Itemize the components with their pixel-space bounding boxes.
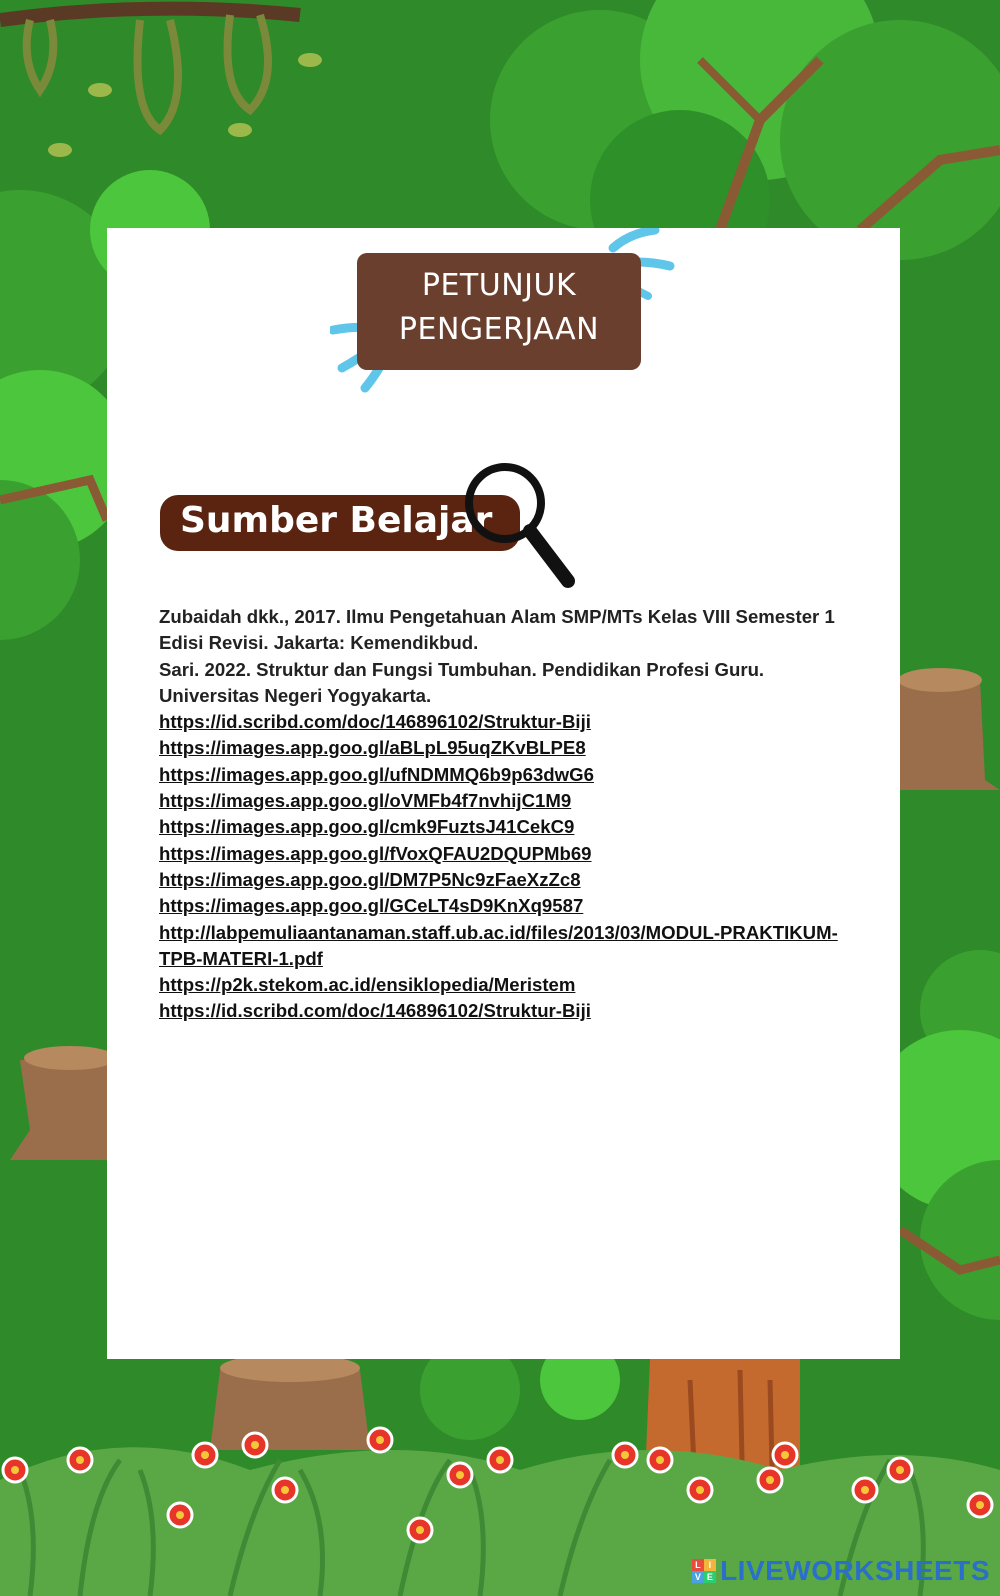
reference-link-1[interactable]: https://id.scribd.com/doc/146896102/Struktur-Biji (159, 711, 591, 733)
page-title-line2: PENGERJAAN (398, 312, 600, 347)
reference-text-1: Zubaidah dkk., 2017. Ilmu Pengetahuan Alam SMP/MTs Kelas VIII Semester 1 Edisi Revisi. Jakarta: Kemendikbud. (159, 606, 835, 654)
reference-list (159, 604, 859, 1025)
page-title-line1: PETUNJUK (421, 268, 577, 303)
liveworksheets-logo[interactable] (692, 1554, 990, 1588)
reference-text-2: Sari. 2022. Struktur dan Fungsi Tumbuhan. Pendidikan Profesi Guru. Universitas Negeri Yogyakarta. (159, 658, 765, 706)
reference-link-6[interactable]: https://images.app.goo.gl/fVoxQFAU2DQUPMb69 (159, 842, 592, 864)
reference-link-2[interactable]: https://images.app.goo.gl/aBLpL95uqZKvBLPE8 (159, 737, 586, 759)
reference-link-4[interactable]: https://images.app.goo.gl/oVMFb4f7nvhijC1M9 (159, 790, 572, 812)
logo-text: LIVEWORKSHEETS (720, 1555, 990, 1586)
logo-badge-icon: L I V E (692, 1559, 716, 1583)
reference-link-3[interactable]: https://images.app.goo.gl/ufNDMMQ6b9p63dwG6 (159, 763, 594, 785)
reference-link-9[interactable]: http://labpemuliaantanaman.staff.ub.ac.id/files/2013/03/MODUL-PRAKTIKUM-TPB-MATERI-1.pdf (159, 921, 838, 969)
section-heading (158, 463, 578, 593)
reference-link-5[interactable]: https://images.app.goo.gl/cmk9FuztsJ41CekC9 (159, 816, 575, 838)
reference-link-7[interactable]: https://images.app.goo.gl/DM7P5Nc9zFaeXzZc8 (159, 868, 581, 890)
title-badge (330, 228, 680, 403)
reference-link-11[interactable]: https://id.scribd.com/doc/146896102/Struktur-Biji (159, 1000, 591, 1022)
section-heading-text: Sumber Belajar (180, 500, 493, 541)
reference-link-10[interactable]: https://p2k.stekom.ac.id/ensiklopedia/Meristem (159, 974, 576, 996)
reference-link-8[interactable]: https://images.app.goo.gl/GCeLT4sD9KnXq9587 (159, 895, 584, 917)
magnifier-icon (458, 463, 578, 593)
